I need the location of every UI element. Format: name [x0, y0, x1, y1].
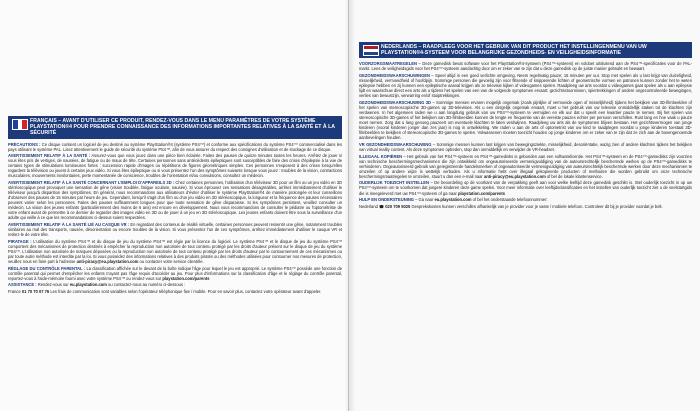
nl-piracy-heading: ILLEGAAL KOPIËREN [359, 153, 403, 159]
fr-health-heading: AVERTISSEMENT RELATIF À LA SANTÉ : [8, 153, 91, 159]
nl-piracy-email: anti-piracy@eu.playstation.com [483, 173, 546, 179]
nl-3d-heading: GEZONDHEIDSWAARSCHUWING 3D [359, 99, 431, 105]
fr-health-text: Assurez-vous que vous jouez dans une pièce bien éclairée. Faites des pauses de quinze minutes toutes les heures. Arrêtez de jouer si vous êtes pris de vertiges, de nausées, de fatigue ou de maux de tête. Certaines personnes sans antécédents épileptiques sont susceptibles de faire des crises d'épilepsie à la vue de certains types de stimulations lumineuses fortes : succession rapide d'images ou répétitions de figures géométriques simples. Ces personnes s'exposent à des crises lorsqu'elles regardent la télévision ou jouent à certains jeux vidéo. Si vous êtes épileptique ou si vous présentez l'un des symptômes suivants lorsque vous jouez : troubles de la vision, contractions musculaires, mouvements involontaires, perte momentanée de conscience, troubles de l'orientation et/ou convulsions, consultez un médecin. [8, 153, 342, 179]
nl-precautions-text: – Deze gamedisk bevat software voor het PlayStation®4-systeem (PS4™-systeem) en voldoet uitsluitend aan de PS4™-specificaties voor de PAL-markt. Lees de veiligheidsgids voor het PS4™-systeem aandachtig door om er zeker van te zijn dat u deze gamedisk op de juiste manier gebruikt en bewaart. [359, 61, 692, 72]
fr-precautions-text: Ce disque contient un logiciel de jeu destiné au système PlayStation®4 (système PS4™) et conforme aux spécifications du système PS4™ commercialisé dans les pays utilisant le système PAL. Lisez attentivement le guide de sécurité du système PS4™, afin de vous assurer du respect des consignes d'utilisation et de stockage de ce disque. [8, 141, 342, 152]
fr-parental-heading: RÉGLAGE DU CONTRÔLE PARENTAL : [8, 265, 86, 271]
fr-piracy-tail: ou contacter votre service clientèle. [138, 259, 204, 265]
nl-support-text: – Ga naar [413, 197, 434, 203]
fr-vr-text: En regardant des contenus de réalité virtuelle, certaines personnes peuvent ressentir une gêne, notamment troubles similaires au mal des transports, nausée, désorientation ou encore troubles de la vision. Si vous présentez l'un de ces symptômes, arrêtez immédiatement d'utiliser le casque VR et retirez-le de votre tête. [8, 222, 342, 238]
nl-vr-text: – Sommige mensen kunnen last krijgen van bewegingsziekte, misselijkheid, desoriëntatie, wazig zien of andere klachten tijdens het bekijken van virtual reality content. Als deze symptomen optreden, stop dan onmiddellijk en verwijder de VR-headset. [359, 141, 692, 152]
nl-parental [359, 180, 692, 195]
fr-piracy-heading: PIRATAGE : [8, 238, 32, 244]
fr-parental [8, 266, 342, 281]
netherlands-flag-icon [363, 45, 379, 56]
fr-vr [8, 222, 342, 237]
nl-health [359, 73, 692, 98]
french-content [8, 142, 342, 294]
fr-support-text: Rendez-vous sur [36, 282, 69, 288]
nl-support-heading: HULP EN ONDERSTEUNING [359, 197, 414, 203]
dutch-banner [359, 42, 692, 58]
nl-phone-number: ☎ 020 709 5025 [379, 203, 411, 209]
fr-phone-country: France [8, 289, 21, 295]
fr-precautions-heading: PRÉCAUTIONS : [8, 141, 41, 147]
nl-precautions-heading: VOORZORGSMAATREGELEN [359, 61, 417, 67]
nl-support [359, 197, 692, 202]
fr-phone-text: Les frais de communication sont variables selon l'opérateur téléphonique fixe / mobile. Pour en savoir plus, contactez votre opérateur avant d'appeler. [49, 289, 322, 295]
fr-phone-number: 01 70 70 07 76 [21, 289, 50, 295]
nl-phone-text: Gesprekskosten kunnen verschillen afhankelijk van je provider voor je vaste / mobiele telefoon. Controleer dit bij je provider voordat je belt. [410, 203, 663, 209]
fr-parental-url: playstation.com/parents [162, 275, 210, 281]
dutch-content [359, 61, 692, 208]
nl-phone-country: Nederland [359, 203, 378, 209]
fr-piracy-email: anti-piracy@eu.playstation.com [76, 259, 139, 265]
nl-vr [359, 142, 692, 152]
right-page-dutch [349, 0, 700, 411]
nl-parental-text: – De beoordeling op de voorkant van de verpakking geeft aan voor welke leeftijd deze gamedisk geschikt is. Stel ouderlijk toezicht in op uw PS4™-systeem om te voorkomen dat jongere kinderen deze game spelen. Voor meer informatie over leeftijdsclassificaties en het instellen van ouderlijk toezicht ziet u de snelstartgids die is meegeleverd met uw PS4™-systeem of ga naar [359, 180, 692, 196]
french-banner-text: FRANÇAIS – AVANT D'UTILISER CE PRODUIT, RENDEZ-VOUS DANS LE MENU PARAMÈTRES DE VOTRE SYSTÈME PLAYSTATION®4 POUR PRENDRE CONNAISSANCE DES INFORMATIONS IMPORTANTES RELATIVES À LA SANTÉ ET À LA SÉCURITÉ [30, 118, 335, 137]
fr-3d-text: Chez certaines personnes, l'utilisation d'un téléviseur 3D pour un film ou un jeu vidéo en 3D stéréoscopique peut provoquer une sensation de gêne (vision troublée, fatigue oculaire, nausée). Si vous éprouvez ces sensations désagréables, arrêtez immédiatement d'utiliser le téléviseur jusqu'à disparition des symptômes. En général, nous recommandons aux utilisateurs d'éviter d'utiliser le système PlayStation®4 de manière prolongée et leur conseillons d'observer des pauses de 15 minutes par heure de jeu. Cependant, lorsqu'il s'agit d'un film ou d'un jeu vidéo en 3D stéréoscopique, la longueur et la fréquence des pauses nécessaires peuvent varier selon les personnes. Faites des pauses suffisamment longues pour que toute sensation de gêne disparaisse. Si les symptômes persistent, veuillez consulter un médecin. La vision des jeunes enfants (particulièrement des moins de 6 ans) est encore en développement. Nous vous recommandons de consulter le pédiatre ou l'optométriste de votre enfant avant de permettre à ce dernier de regarder des images vidéo en 3D ou de jouer à un jeu en 3D stéréoscopique. Les jeunes enfants doivent être sous la surveillance d'un adulte qui veille à ce que les recommandations ci-dessus soient respectées. [8, 180, 342, 221]
nl-parental-heading: OUDERLIJK TOEZICHT INSTELLEN [359, 180, 429, 186]
nl-precautions [359, 61, 692, 71]
fr-vr-heading: AVERTISSEMENT RELATIF À LA SANTÉ LIÉ AU CASQUE VR : [8, 222, 130, 228]
french-banner [8, 116, 342, 139]
nl-3d-text: – Sommige mensen ervaren mogelijk ongemak (zoals pijnlijke of vermoeide ogen of misselijkheid) tijdens het bekijken van 3D-filmbeelden of het spelen van stereoscopische 3D-games op 3D-televisies. Als u een dergelijk ongemak ervaart, moet u het gebruik van uw televisie onmiddellijk staken tot de klachten zijn verdwenen. In het algemeen raden we u aan langdurig gebruik van uw PS4™-systeem te vermijden en elk uur dat u speelt een kwartier pauze te nemen. Bij het spelen van stereoscopische 3D-games of het bekijken van 3D-filmbeelden kunnen de lengte en frequentie van de vereiste pauzes echter per persoon verschillen. Rust lang en hoe vaak u pauze moet nemen. Zorg dat u lang genoeg pauzeert om eventuele klachten te laten verdwijnen. Raadpleeg uw arts als de symptomen blijven bestaan. Het gezichtsvermogen van jonge kinderen (vooral kinderen jonger dan zes jaar) is nog in ontwikkeling. We raden u aan de arts of optometrist van uw kind te raadplegen voordat u jonge kinderen toestaat 3D-filmbeelden te bekijken of stereoscopische 3D-games te spelen. Volwassenen moeten toezicht houden op jonge kinderen om er zeker van te zijn dat ze zich aan de bovengenoemde aanbevelingen houden. [359, 99, 692, 141]
fr-support-url: eu.playstation.com [69, 282, 107, 288]
fr-3d [8, 180, 342, 220]
left-page-french [0, 0, 349, 411]
dutch-banner-text: NEDERLANDS – RAADPLEEG VOOR HET GEBRUIK VAN DIT PRODUCT HET INSTELLINGENMENU VAN UW PLAYSTATION®4-SYSTEEM VOOR BELANGRIJKE GEZONDHEIDS- EN VEILIGHEIDSINFORMATIE [381, 44, 647, 57]
fr-support-heading: ASSISTANCE : [8, 282, 37, 288]
nl-support-url: eu.playstation.com [434, 197, 472, 203]
fr-piracy-text: L'utilisation du système PS4™ et du disque de jeu du système PS4™ est régie par la licence du logiciel. Le système PS4™ et le disque de jeu du système PS4™ comportent des mécanismes de protection destinés à empêcher la reproduction non autorisée de tout contenu protégé par les droits d'auteur présent sur le disque de jeu du système PS4™. L'utilisation non autorisée de marques déposées ou la reproduction non autorisée de tout contenu protégé par les droits d'auteur par le contournement de ces mécanismes ou par toute autre méthode est interdite par la loi. Si vous possédez des informations relatives à des produits piratés ou des méthodes utilisées pour contourner nos mesures de protection, veuillez nous en faire part à l'adresse [8, 238, 342, 265]
nl-piracy-tail: of bel de lokale klantenservice. [545, 173, 603, 179]
nl-piracy [359, 154, 692, 179]
fr-health [8, 153, 342, 178]
fr-precautions [8, 142, 342, 152]
nl-health-heading: GEZONDHEIDSWAARSCHUWINGEN [359, 73, 430, 79]
nl-3d [359, 100, 692, 140]
nl-support-tail: of bel het onderstaande telefoonnummer: [471, 197, 548, 203]
fr-3d-heading: AVERTISSEMENT RELATIF À LA SANTÉ CONCERNANT L'EMPLOI D'APPAREILS 3D : [8, 180, 175, 186]
fr-parental-text: La classification affichée sur le devant de la boîte indique l'âge pour lequel le jeu est approprié. Le système PS4™ possède une fonction de contrôle parental qui permet d'empêcher les enfants n'ayant pas l'âge requis d'accéder au jeu. Pour plus d'informations sur la classification d'âge et le réglage du contrôle parental, reportez-vous à l'aide-mémoire fourni avec votre système PS4™ ou rendez-vous sur [8, 265, 342, 281]
nl-piracy-text: – Het gebruik van het PS4™-systeem en PS4™-gamedisks is gebonden aan een softwarelicentie. Het PS4™-systeem en de PS4™-gamedisks zijn voorzien van technische beschermingsmechanismen die zijn ontwikkeld om ongeautoriseerde vermenigvuldiging van de auteursrechtelijk beschermde werken op de PS4™-gamedisks te verhinderen. Ongeautoriseerd gebruik van geregistreerde handelsmerken of ongeautoriseerde vermenigvuldiging van auteursrechtelijk beschermde werken door deze mechanismen te omzeilen of op andere wijze is wettelijk verboden. Als u informatie hebt over illegaal gekopieerde producten of methoden die worden gebruikt om onze technische beschermingsmaatregelen te omzeilen, stuurt u dan een e-mail naar [359, 153, 692, 179]
fr-piracy [8, 239, 342, 264]
fr-support [8, 282, 342, 287]
nl-vr-heading: VR GEZONDHEIDSWAARSCHUWING [359, 141, 432, 147]
fr-phone [8, 289, 342, 294]
nl-health-text: – Speel altijd in een goed verlichte omgeving. Neem regelmatig pauze; 15 minuten per uur. Stop met spelen als u last krijgt van duizeligheid, misselijkheid, vermoeidheid of hoofdpijn. Sommige personen die gevoelig zijn voor flitsende of knipperende lichten of geometrische vormen en patronen kunnen zonder het te weten epilepsie hebben en zij kunnen een epileptische aanval krijgen als ze televisie kijken of videogames spelen. Raadpleeg uw arts voordat u videogames gaat spelen als u aan epilepsie lijdt en waarschuw direct een arts als u tijdens het spelen van een van de volgende symptomen ervaart: gezichtsstoornissen, spiertrekkingen of andere ongecontroleerde bewegingen, verlies van bewustzijn, verwarring en/of stuiptrekkingen. [359, 73, 692, 99]
nl-phone [359, 204, 692, 209]
france-flag-icon [12, 119, 28, 130]
fr-support-tail: ou contactez-nous au numéro ci-dessous : [106, 282, 186, 288]
nl-parental-url: playstation.com/parents [457, 190, 506, 196]
